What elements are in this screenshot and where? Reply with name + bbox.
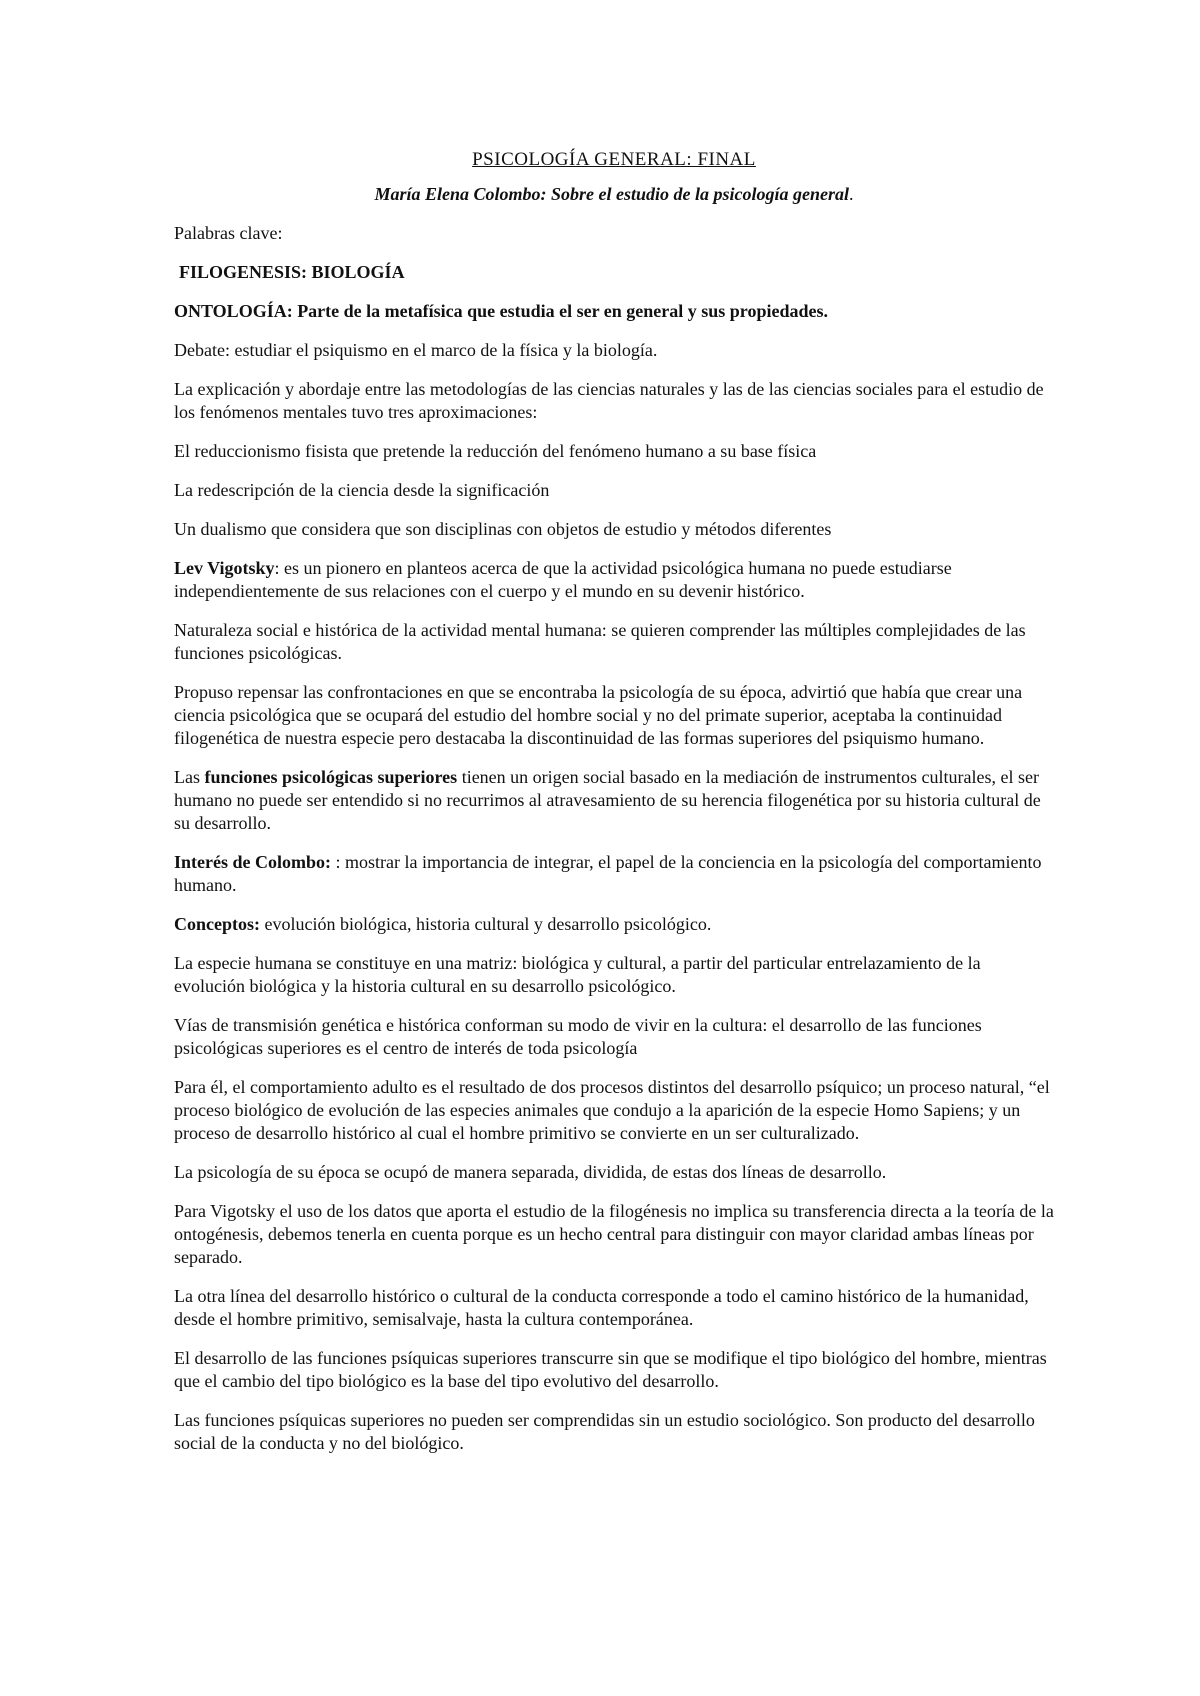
paragraph-reduccionismo: El reduccionismo fisista que pretende la reducción del fenómeno humano a su base física bbox=[174, 441, 817, 461]
paragraph-psicologia-epoca: La psicología de su época se ocupó de manera separada, dividida, de estas dos líneas de desarrollo. bbox=[174, 1162, 887, 1182]
paragraph-redescripcion: La redescripción de la ciencia desde la significación bbox=[174, 480, 550, 500]
paragraph-para-vigotsky: Para Vigotsky el uso de los datos que aporta el estudio de la filogénesis no implica su transferencia directa a la teoría de la ontogénesis, debemos tenerla en cuenta porque es un hecho central para distinguir con mayor claridad ambas líneas por separado. bbox=[174, 1201, 1054, 1267]
paragraph-debate: Debate: estudiar el psiquismo en el marco de la física y la biología. bbox=[174, 340, 658, 360]
paragraph-funciones-superiores bbox=[174, 766, 1054, 835]
vigotsky-text: : es un pionero en planteos acerca de que la actividad psicológica humana no puede estudiarse independientemente de sus relaciones con el cuerpo y el mundo en su devenir histórico. bbox=[174, 558, 952, 601]
paragraph-vias: Vías de transmisión genética e histórica conforman su modo de vivir en la cultura: el desarrollo de las funciones psicológicas superiores es el centro de interés de toda psicología bbox=[174, 1015, 982, 1058]
vigotsky-name: Lev Vigotsky bbox=[174, 558, 275, 578]
paragraph-dualismo: Un dualismo que considera que son disciplinas con objetos de estudio y métodos diferentes bbox=[174, 519, 832, 539]
paragraph-otra-linea: La otra línea del desarrollo histórico o cultural de la conducta corresponde a todo el camino histórico de la humanidad, desde el hombre primitivo, semisalvaje, hasta la cultura contemporánea. bbox=[174, 1286, 1029, 1329]
paragraph-propuso: Propuso repensar las confrontaciones en que se encontraba la psicología de su época, advirtió que había que crear una ciencia psicológica que se ocupará del estudio del hombre social y no del primate superior, aceptaba la continuidad filogenética de nuestra especie pero destacaba la discontinuidad de las formas superiores del psiquismo humano. bbox=[174, 682, 1023, 748]
conceptos-text: evolución biológica, historia cultural y desarrollo psicológico. bbox=[260, 914, 712, 934]
las-text: tienen un origen social basado en la mediación de instrumentos culturales, el ser humano no puede ser entendido si no recurrimos al atravesamiento de su herencia filogenética por su historia cultural de su desarrollo. bbox=[174, 767, 1041, 833]
paragraph-conceptos bbox=[174, 913, 1054, 936]
document-body bbox=[174, 148, 1054, 1471]
paragraph-interes bbox=[174, 851, 1054, 897]
paragraph-especie: La especie humana se constituye en una matriz: biológica y cultural, a partir del particular entrelazamiento de la evolución biológica y la historia cultural en su desarrollo psicológico. bbox=[174, 953, 981, 996]
subtitle bbox=[174, 183, 1054, 206]
paragraph-para-el: Para él, el comportamiento adulto es el resultado de dos procesos distintos del desarrollo psíquico; un proceso natural, “el proceso biológico de evolución de las especies animales que condujo a la aparición de la especie Homo Sapiens; y un proceso de desarrollo histórico al cual el hombre primitivo se convierte en un ser culturalizado. bbox=[174, 1077, 1050, 1143]
keywords-label: Palabras clave: bbox=[174, 223, 283, 243]
ontologia-definition: ONTOLOGÍA: Parte de la metafísica que estudia el ser en general y sus propiedades. bbox=[174, 301, 828, 321]
funciones-term: funciones psicológicas superiores bbox=[204, 767, 458, 787]
paragraph-naturaleza: Naturaleza social e histórica de la actividad mental humana: se quieren comprender las múltiples complejidades de las funciones psicológicas. bbox=[174, 620, 1026, 663]
paragraph-desarrollo-funciones: El desarrollo de las funciones psíquicas superiores transcurre sin que se modifique el tipo biológico del hombre, mientras que el cambio del tipo biológico es la base del tipo evolutivo del desarrollo. bbox=[174, 1348, 1047, 1391]
subtitle-text: María Elena Colombo: Sobre el estudio de la psicología general bbox=[374, 184, 849, 204]
paragraph-explicacion: La explicación y abordaje entre las metodologías de las ciencias naturales y las de las ciencias sociales para el estudio de los fenómenos mentales tuvo tres aproximaciones: bbox=[174, 379, 1044, 422]
paragraph-vigotsky bbox=[174, 557, 1054, 603]
las-prefix: Las bbox=[174, 767, 205, 787]
paragraph-funciones-psiquicas: Las funciones psíquicas superiores no pueden ser comprendidas sin un estudio sociológico. Son producto del desarrollo social de la conducta y no del biológico. bbox=[174, 1410, 1035, 1453]
conceptos-label: Conceptos: bbox=[174, 914, 260, 934]
interes-text: : mostrar la importancia de integrar, el papel de la conciencia en la psicología del comportamiento humano. bbox=[174, 852, 1042, 895]
filogenesis-heading: FILOGENESIS: BIOLOGÍA bbox=[179, 262, 405, 282]
subtitle-period: . bbox=[849, 184, 854, 204]
interes-label: Interés de Colombo: bbox=[174, 852, 331, 872]
page-title: PSICOLOGÍA GENERAL: FINAL bbox=[472, 149, 756, 170]
